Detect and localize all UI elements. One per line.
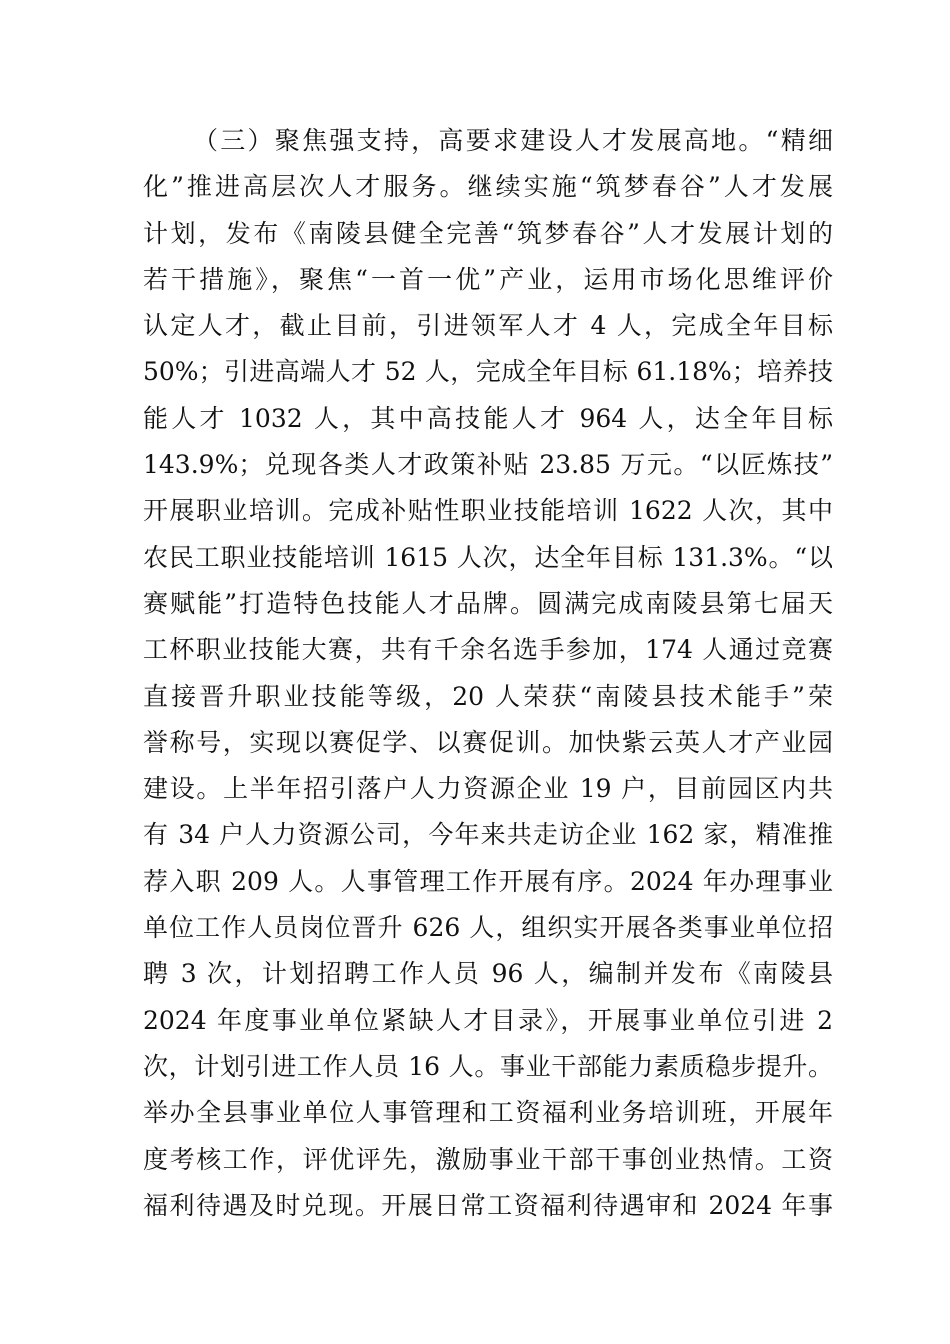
text-line: 开展职业培训。完成补贴性职业技能培训 1622 人次，其中 (143, 496, 833, 526)
text-line: 50%；引进高端人才 52 人，完成全年目标 61.18%；培养技 (143, 357, 833, 387)
text-line: 誉称号，实现以赛促学、以赛促训。加快紫云英人才产业园 (143, 727, 833, 757)
text-line: 度考核工作，评优评先，激励事业干部干事创业热情。工资 (143, 1144, 833, 1174)
text-line: 计划，发布《南陵县健全完善“筑梦春谷”人才发展计划的 (143, 218, 833, 248)
text-line: （三）聚焦强支持，高要求建设人才发展高地。“精细 (193, 126, 833, 155)
text-line: 福利待遇及时兑现。开展日常工资福利待遇审和 2024 年事 (143, 1190, 833, 1220)
text-line: 赛赋能”打造特色技能人才品牌。圆满完成南陵县第七届天 (143, 588, 833, 618)
text-line: 化”推进高层次人才服务。继续实施“筑梦春谷”人才发展 (143, 172, 833, 202)
text-line: 工杯职业技能大赛，共有千余名选手参加，174 人通过竞赛 (143, 635, 833, 665)
text-line: 次，计划引进工作人员 16 人。事业干部能力素质稳步提升。 (143, 1051, 833, 1081)
text-line: 举办全县事业单位人事管理和工资福利业务培训班，开展年 (143, 1098, 833, 1128)
text-line: 能人才 1032 人，其中高技能人才 964 人，达全年目标 (143, 403, 833, 433)
text-line: 若干措施》，聚焦“一首一优”产业，运用市场化思维评价 (143, 264, 833, 294)
text-line: 建设。上半年招引落户人力资源企业 19 户，目前园区内共 (143, 774, 833, 804)
text-line: 2024 年度事业单位紧缺人才目录》，开展事业单位引进 2 (143, 1005, 833, 1035)
text-line: 农民工职业技能培训 1615 人次，达全年目标 131.3%。“以 (143, 542, 833, 572)
text-line: 聘 3 次，计划招聘工作人员 96 人，编制并发布《南陵县 (143, 959, 833, 989)
text-line: 有 34 户人力资源公司，今年来共走访企业 162 家，精准推 (143, 820, 833, 850)
text-line: 荐入职 209 人。人事管理工作开展有序。2024 年办理事业 (143, 866, 833, 896)
body-text (143, 118, 833, 1229)
text-line: 单位工作人员岗位晋升 626 人，组织实开展各类事业单位招 (143, 913, 833, 943)
text-line: 直接晋升职业技能等级，20 人荣获“南陵县技术能手”荣 (143, 681, 833, 711)
text-line: 认定人才，截止目前，引进领军人才 4 人，完成全年目标 (143, 311, 833, 341)
text-line: 143.9%；兑现各类人才政策补贴 23.85 万元。“以匠炼技” (143, 450, 833, 480)
